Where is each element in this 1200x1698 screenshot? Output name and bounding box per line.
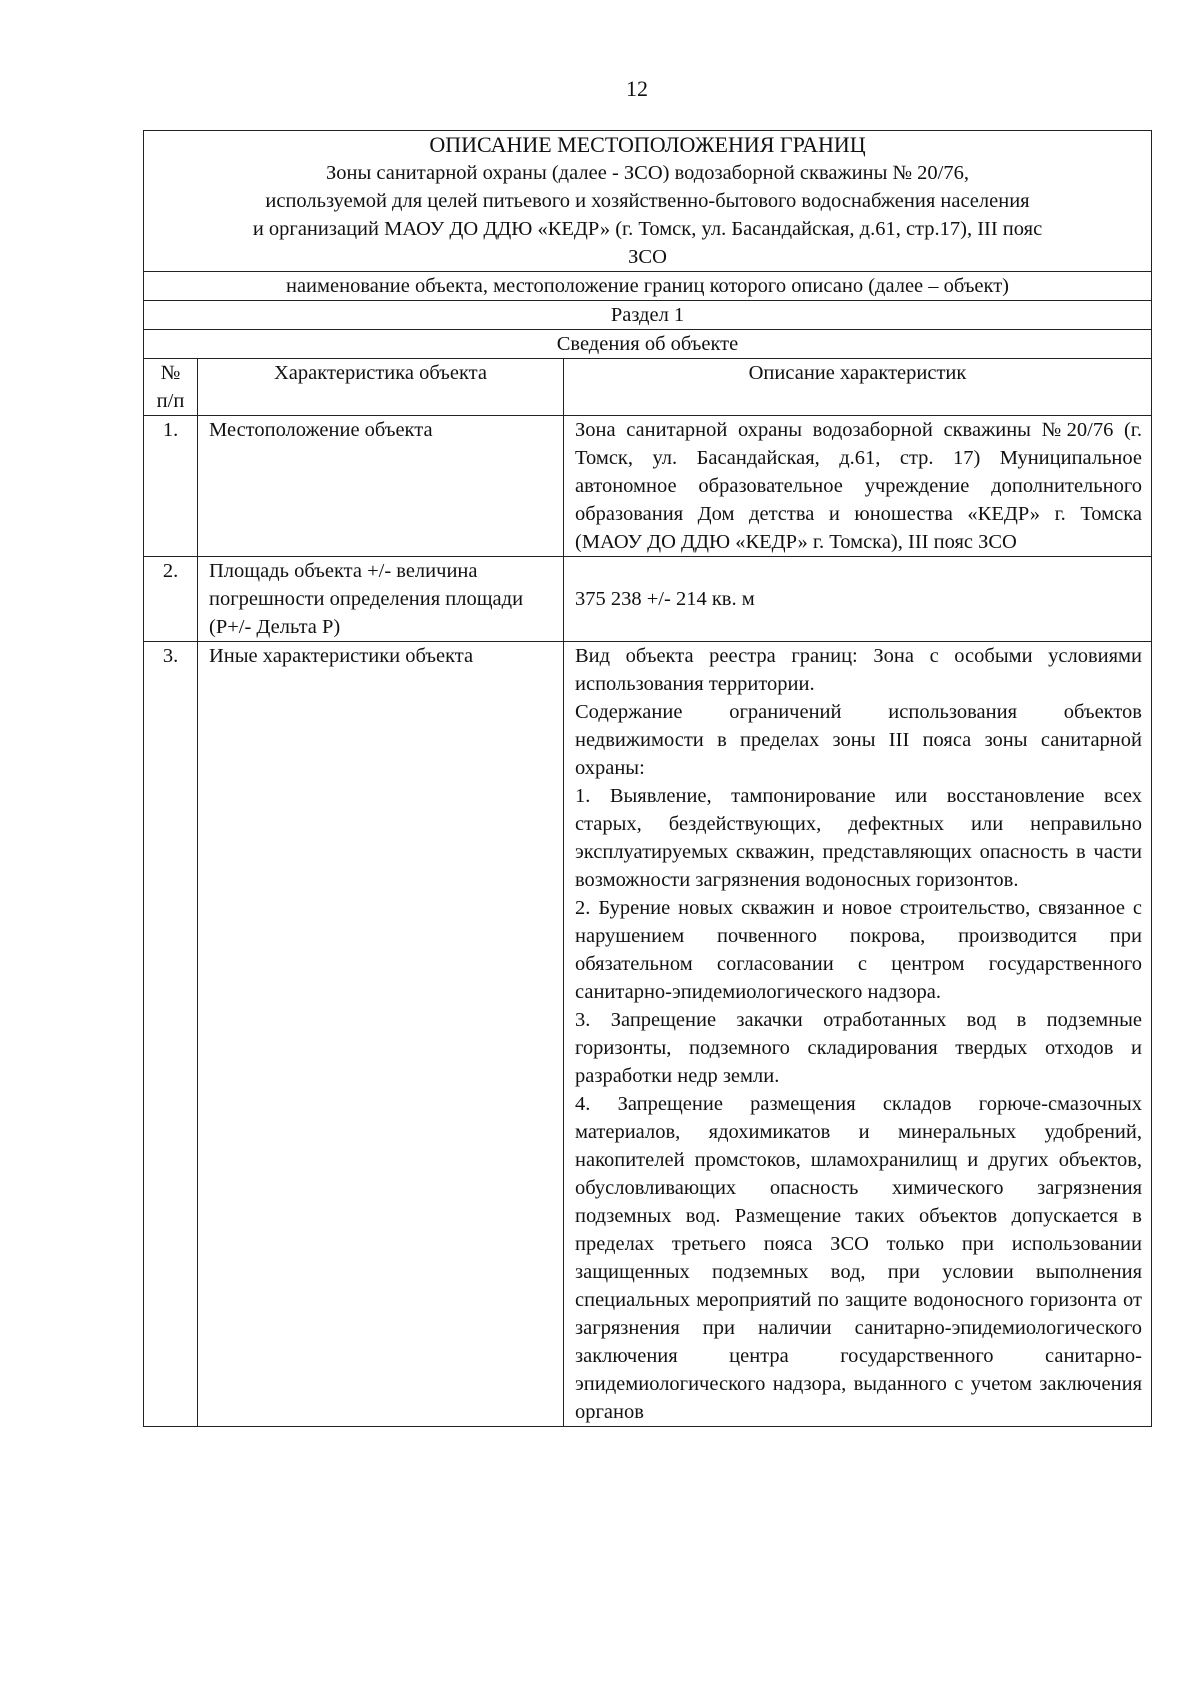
title-line-5: ЗСО [628,246,667,268]
row-description [564,416,1152,557]
page-number: 12 [626,76,648,101]
row-number: 2. [144,557,198,642]
section-label: Раздел 1 [144,301,1152,330]
row-characteristic: Площадь объекта +/- величина погрешности определения площади (Р+/- Дельта Р) [198,557,564,642]
object-caption-row [144,272,1152,301]
row-description [564,642,1152,1427]
section-row [144,301,1152,330]
list-item: Содержание ограничений использования объектов недвижимости в пределах зоны III пояса зоны санитарной охраны: [575,701,1142,779]
list-item: 3. Запрещение закачки отработанных вод в подземные горизонты, подземного складирования твердых отходов и разработки недр земли. [575,1009,1142,1087]
table-header-row [144,359,1152,416]
row-number: 1. [144,416,198,557]
header-number-line-2: п/п [156,390,185,412]
row-number: 3. [144,642,198,1427]
row-characteristic: Местоположение объекта [198,416,564,557]
header-number-line-1: № [160,362,181,384]
header-characteristic: Характеристика объекта [198,359,564,416]
title-line-2: Зоны санитарной охраны (далее - ЗСО) водозаборной скважины № 20/76, [326,162,969,184]
table-row [144,557,1152,642]
title-row [144,131,1152,272]
title-line-3: используемой для целей питьевого и хозяйственно-бытового водоснабжения населения [265,190,1030,212]
row-description-text: Зона санитарной охраны водозаборной скважины №20/76 (г. Томск, ул. Басандайская, д.61, стр. 17) Муниципальное автономное образовательное учреждение дополнительного образования Дом детства и юношества «КЕДР» г. Томска (МАОУ ДО ДДЮ «КЕДР» г. Томска), III пояс ЗСО [575,419,1142,553]
table-row [144,416,1152,557]
list-item: 4. Запрещение размещения складов горюче-смазочных материалов, ядохимикатов и минеральных удобрений, накопителей промстоков, шламохранилищ и других объектов, обусловливающих опасность химического загрязнения подземных вод. Размещение таких объектов допускается в пределах третьего пояса ЗСО только при использовании защищенных подземных вод, при условии выполнения специальных мероприятий по защите водоносного горизонта от загрязнения при наличии санитарно-эпидемиологического заключения центра государственного санитарно-эпидемиологического надзора, выданного с учетом заключения органов [575,1093,1142,1423]
object-caption: наименование объекта, местоположение границ которого описано (далее – объект) [144,272,1152,301]
header-description: Описание характеристик [564,359,1152,416]
list-item: 1. Выявление, тампонирование или восстановление всех старых, бездействующих, дефектных или неправильно эксплуатируемых скважин, представляющих опасность в части возможности загрязнения водоносных горизонтов. [575,785,1142,891]
section-subtitle: Сведения об объекте [144,330,1152,359]
title-line-4: и организаций МАОУ ДО ДДЮ «КЕДР» (г. Томск, ул. Басандайская, д.61, стр.17), III пояс [252,218,1043,240]
boundary-description-table [143,130,1152,1427]
title-main: ОПИСАНИЕ МЕСТОПОЛОЖЕНИЯ ГРАНИЦ [429,132,866,157]
document-title [144,131,1152,272]
row-characteristic: Иные характеристики объекта [198,642,564,1427]
list-item: 2. Бурение новых скважин и новое строительство, связанное с нарушением почвенного покрова, производится при обязательном согласовании с центром государственного санитарно-эпидемиологического надзора. [575,897,1142,1003]
section-subtitle-row [144,330,1152,359]
row-description: 375 238 +/- 214 кв. м [564,557,1152,642]
header-number [144,359,198,416]
list-item: Вид объекта реестра границ: Зона с особыми условиями использования территории. [575,645,1142,695]
table-row [144,642,1152,1427]
